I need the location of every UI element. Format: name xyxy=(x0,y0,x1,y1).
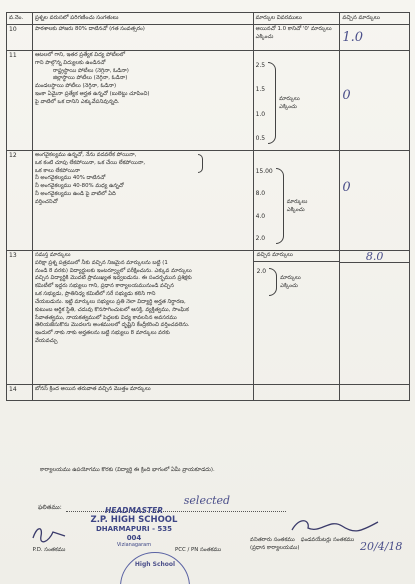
table-header-row xyxy=(7,13,410,25)
row-criteria: పాఠశాలకు హాజరు 80% దాటినచో (గత సంవత్సరం) xyxy=(32,25,253,51)
criteria-line: ఒక కంటి చూపు లేకపోయినా, ఒక చేయి లేకపోయినా, xyxy=(34,159,146,166)
stamp-line: DHARMAPURI - 535 004 xyxy=(95,525,173,542)
scale-value: 1.0 xyxy=(255,110,266,118)
header-marks-given: వచ్చిన మార్కులు xyxy=(340,13,410,25)
scale-values xyxy=(256,60,266,146)
criteria-line: కమిటీలో ఇద్దరు సభ్యులు గాని, ప్రధాన కార్యాలయమునుండి వచ్చిన xyxy=(34,283,174,290)
row-number: 11 xyxy=(7,51,33,151)
table-row xyxy=(7,385,410,401)
scale-caption: మార్కులు ఎక్కించు xyxy=(286,198,308,213)
criteria-line: రాష్ట్రస్థాయి పోటీలు (నెగ్గినా, ఓడినా) xyxy=(52,67,129,74)
header-sno: వ.నెం. xyxy=(7,13,33,25)
row-detail xyxy=(253,385,340,401)
row-detail xyxy=(253,51,340,151)
scale-caption: మార్కులు ఎక్కించు xyxy=(280,274,301,289)
office-use-note: కార్యాలయము ఉపయోగము కొరకు (విద్యార్థి ఈ క్రింది భాగంలో ఏమీ వ్రాయకూడదు). xyxy=(40,467,215,473)
scale-value: 8.0 xyxy=(255,190,266,198)
scale-value: 2.5 xyxy=(255,62,266,69)
right-signature-block xyxy=(250,516,403,553)
result-label: ఫలితము: xyxy=(38,504,62,511)
detail-title: వచ్చిన మార్కులు xyxy=(254,251,340,262)
stamp-line: Vizianagaram xyxy=(116,541,152,548)
header-criteria: ప్రశ్నల వరుసలో పరిగణించు సంగతులు xyxy=(32,13,253,25)
row-criteria xyxy=(32,251,253,385)
signature-date: 20/4/18 xyxy=(360,540,403,553)
row-score: 0 xyxy=(340,151,410,251)
criteria-line: ఒక సభ్యుడు, ప్రాతినిధ్య కమిటీలో సరే సభ్యుడు కలిసి గాని xyxy=(34,291,156,298)
criteria-line: ఒక కాలు లేకపోయినా xyxy=(34,167,81,174)
brace-symbol xyxy=(269,268,277,296)
table-row xyxy=(7,25,410,51)
criteria-line: తెలియజేసుకొను మొదలగు అంశములలో దృష్టిని కేంద్రీకరించి వర్తించవలెను. xyxy=(34,322,190,329)
criteria-line: వేయవచ్చు xyxy=(34,338,58,345)
scale-values xyxy=(257,266,267,298)
row-number: 13 xyxy=(7,251,33,385)
scale-value: 2.0 xyxy=(256,267,267,275)
criteria-line: సేవాతత్వము, నాయకత్వములో పెద్దలకు విద్య కావలసిన అవసరము xyxy=(34,314,177,321)
right-signature xyxy=(290,516,400,536)
school-round-stamp: High School xyxy=(120,552,190,584)
row-number: 12 xyxy=(7,151,33,251)
criteria-line: పై వాటిలో ఒక దానిని ఎక్కువేపనివున్నది. xyxy=(34,98,120,105)
row-score xyxy=(340,385,410,401)
row-score: 1.0 xyxy=(340,25,410,51)
signature-label: వనితరారు సంతకము xyxy=(250,537,295,543)
criteria-line: చేయబడును. ఇట్టి మార్కులు సభ్యులు ప్రతి నెలా విద్యార్థి అర్హత నిర్ధారణ, xyxy=(34,298,186,305)
row-number: 10 xyxy=(7,25,33,51)
criteria-line: అంగవైకల్యము ఉన్నచో, నేను వదవలేక పోయినా, xyxy=(34,152,137,158)
scale-caption: మార్కులు ఎక్కించు xyxy=(279,95,300,110)
pd-signature-block xyxy=(14,524,84,554)
criteria-title: సమస్త మార్కులు xyxy=(34,252,71,258)
criteria-line: పరిక్షా ప్రశ్న పత్రములో నీకు వచ్చిన నిజమైన మార్కులను బట్టి (1 xyxy=(34,259,168,266)
table-row xyxy=(7,251,410,385)
scale-value: 2.0 xyxy=(255,235,266,243)
criteria-line: ఇందులో నాకు నాకు అర్హతలను బట్టి సభ్యులు 8 మార్కులు వరకు xyxy=(34,330,170,337)
pcc-label: PCC / PN సంతకము xyxy=(175,547,222,553)
criteria-line: వచ్చిన విద్యార్థికి మొదటి ప్రాముఖ్యత ఇవ్వబడును. ఈ సందర్భమున ప్రశిక్షకు xyxy=(34,275,192,282)
scale-value: 15.00 xyxy=(255,168,273,175)
row-criteria xyxy=(32,51,253,151)
criteria-line: జిల్లాస్థాయి పోటీలు (నెగ్గినా, ఓడినా) xyxy=(52,75,128,82)
signature-sublabel: (ప్రధాన కార్యాలయము) xyxy=(250,545,300,551)
row-score: 8.0 xyxy=(340,251,409,263)
criteria-line: నీ అంగవైకల్యము 40% దాటినచో xyxy=(34,175,106,182)
criteria-line: నీ అంగవైకల్యము 40-80% మధ్య ఉన్నచో xyxy=(34,183,124,190)
pd-signature xyxy=(14,524,84,546)
criteria-line: మండలస్థాయి పోటీలు (నెగ్గినా, ఓడినా) xyxy=(34,83,117,90)
criteria-line: ఇంకా ఏమైనా ప్రత్యేక అర్హత ఉన్నచో (బులెట్టు చూపించి) xyxy=(34,91,150,98)
criteria-line: నీ అంగవైకల్యము ఉండి పై వాటిలో ఏది xyxy=(34,191,116,198)
marks-table xyxy=(6,12,410,401)
row-score: 0 xyxy=(340,51,410,151)
row-criteria: బోనస్ క్రింద అయిన తరువాత వచ్చిన మొత్తం మార్కులు xyxy=(32,385,253,401)
criteria-line: ఆటలలో గాని, ఇతర ప్రత్యేక విద్య పోటీలలో xyxy=(34,52,126,58)
row-detail xyxy=(253,251,340,385)
scale-value: 0.5 xyxy=(255,135,266,143)
pd-label: P.D. సంతకము xyxy=(32,547,66,553)
result-value: selected xyxy=(183,494,231,507)
headmaster-stamp xyxy=(88,506,180,548)
row-criteria xyxy=(32,151,253,251)
criteria-line: గాని పాల్గొన్న విద్యులకు ఉండినచో xyxy=(34,59,106,66)
criteria-line: వర్తించనిచో xyxy=(34,198,58,205)
row-detail xyxy=(253,151,340,251)
brace-symbol xyxy=(198,154,203,173)
scale-value: 4.0 xyxy=(255,212,266,220)
criteria-line: నుండి 8 వరకు) విద్యార్థులకు ఇంటర్వ్యూలో పరీక్షించును. ఎక్కువ మార్కులు xyxy=(34,267,192,274)
row-detail: అయినచో 1.0 కానిచో '0' మార్కులు ఎక్కించు xyxy=(253,25,340,51)
brace-symbol xyxy=(276,168,284,244)
stamp-line: Z.P. HIGH SCHOOL xyxy=(90,515,178,525)
signature-label: ఫండవయేటర్లు సంతకము xyxy=(300,537,355,543)
table-row xyxy=(7,151,410,251)
criteria-line: కుటుంబ ఆర్థిక స్థితి, చదువు కొనసాగించుటలో ఆసక్తి, వ్యక్తిత్వము, సాంఘిక xyxy=(34,306,189,313)
row-score-cell xyxy=(340,251,410,385)
stamp-line: HEADMASTER xyxy=(104,506,164,515)
header-marks-detail: మార్కుల వివరములు xyxy=(253,13,340,25)
brace-symbol xyxy=(268,62,276,144)
scale-value: 1.5 xyxy=(255,86,266,94)
table-row xyxy=(7,51,410,151)
row-number: 14 xyxy=(7,385,33,401)
scale-values xyxy=(256,166,273,246)
